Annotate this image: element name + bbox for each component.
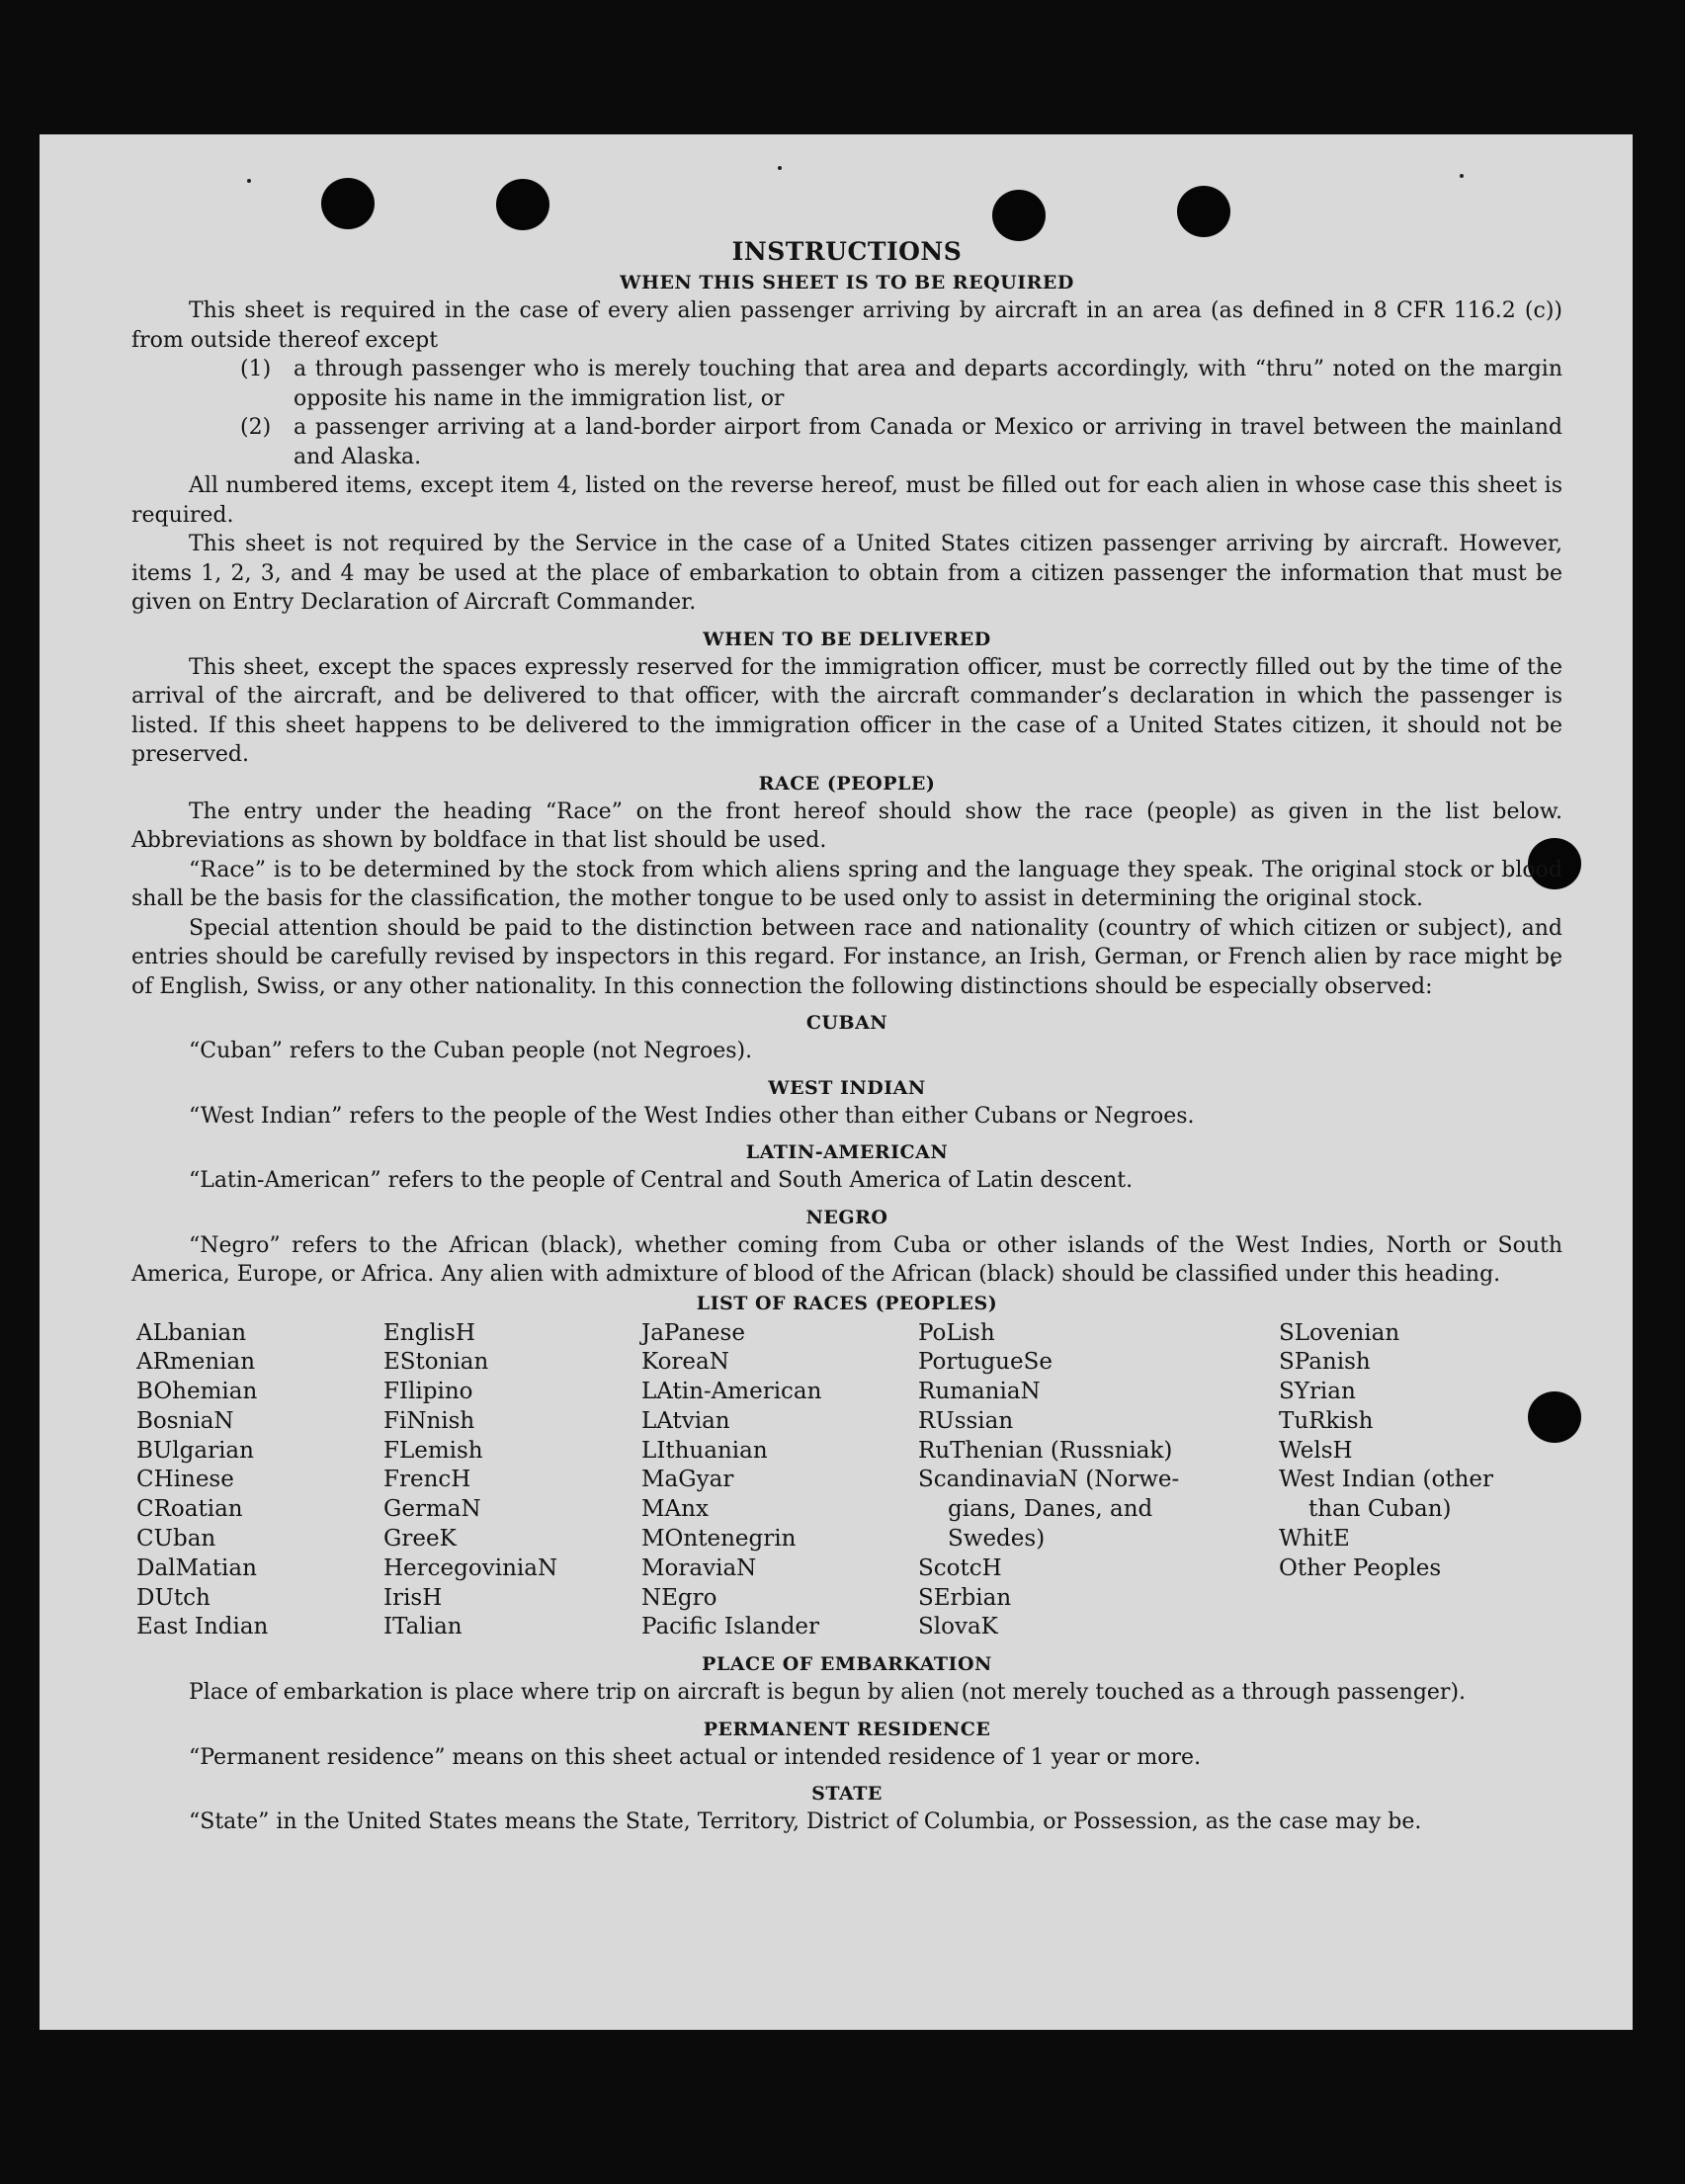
race-entry: GreeK [383, 1526, 457, 1553]
paragraph: “State” in the United States means the State, Territory, District of Columbia, or Possession, as the case may be. [189, 1809, 1422, 1835]
heading-when-required: WHEN THIS SHEET IS TO BE REQUIRED [620, 272, 1074, 294]
item-number: (1) [240, 357, 272, 381]
item-text: a passenger arriving at a land-border airport from Canada or Mexico or arriving in travel between the mainland and Alaska. [294, 415, 1562, 469]
paragraph: “Latin-American” refers to the people of Central and South America of Latin descent. [189, 1168, 1134, 1193]
race-entry: than Cuban) [1308, 1496, 1452, 1523]
race-entry: Swedes) [948, 1526, 1046, 1553]
race-entry: Other Peoples [1279, 1554, 1442, 1581]
race-entry: LIthuanian [641, 1437, 768, 1464]
race-entry: SYrian [1279, 1379, 1356, 1405]
race-entry: gians, Danes, and [948, 1496, 1153, 1523]
race-column [1279, 1319, 1556, 1643]
race-list [131, 1319, 1562, 1643]
punch-hole [496, 179, 549, 230]
race-entry: EnglisH [383, 1319, 475, 1346]
heading-place-of-embarkation: PLACE OF EMBARKATION [702, 1653, 992, 1676]
heading-state: STATE [811, 1783, 883, 1806]
race-entry: IrisH [383, 1584, 443, 1611]
speck [247, 179, 251, 183]
race-entry: BosniaN [136, 1407, 234, 1434]
race-entry: PoLish [918, 1319, 995, 1346]
paragraph: “Cuban” refers to the Cuban people (not Negroes). [189, 1039, 753, 1063]
paragraph: “Race” is to be determined by the stock from which aliens spring and the language they speak. The original stock or blood shall be the basis for the classification, the mother tongue to be used only to assist in determining the original stock. [131, 857, 1562, 911]
paragraph: This sheet is not required by the Service in the case of a United States citizen passenger arriving by aircraft. However, items 1, 2, 3, and 4 may be used at the place of embarkation to obtain from a citizen passenger the information that must be given on Entry Declaration of Aircraft Commander. [131, 532, 1562, 615]
race-entry: EStonian [383, 1349, 489, 1376]
heading-when-delivered: WHEN TO BE DELIVERED [703, 628, 991, 650]
race-entry: ITalian [383, 1614, 463, 1640]
race-entry: WhitE [1279, 1526, 1350, 1553]
paragraph: Place of embarkation is place where trip on aircraft is begun by alien (not merely touched as a through passenger). [189, 1680, 1467, 1706]
race-entry: CUban [136, 1526, 216, 1553]
item-text: a through passenger who is merely touching that area and departs accordingly, with “thru” noted on the margin opposite his name in the immigration list, or [294, 357, 1562, 411]
race-entry: DUtch [136, 1584, 211, 1611]
race-entry: SLovenian [1279, 1319, 1400, 1346]
race-entry: West Indian (other [1279, 1467, 1494, 1493]
punch-hole [321, 178, 375, 229]
race-entry: MoraviaN [641, 1554, 757, 1581]
race-entry: SlovaK [918, 1614, 998, 1640]
race-column [641, 1319, 918, 1643]
race-entry: RUssian [918, 1407, 1014, 1434]
race-entry: DalMatian [136, 1554, 257, 1581]
race-entry: Pacific Islander [641, 1614, 820, 1640]
race-entry: LAtvian [641, 1407, 730, 1434]
paragraph: The entry under the heading “Race” on the front hereof should show the race (people) as given in the list below. Abbreviations as shown by boldface in that list should be used. [131, 798, 1562, 853]
race-entry: BUlgarian [136, 1437, 254, 1464]
race-entry: LAtin-American [641, 1379, 822, 1405]
heading-west-indian: WEST INDIAN [768, 1076, 926, 1099]
race-entry: ARmenian [136, 1349, 256, 1376]
race-entry: BOhemian [136, 1379, 258, 1405]
heading-latin-american: LATIN-AMERICAN [745, 1141, 949, 1163]
race-entry: HercegoviniaN [383, 1554, 558, 1581]
speck [778, 166, 782, 170]
heading-race: RACE (PEOPLE) [758, 772, 936, 795]
race-entry: East Indian [136, 1614, 269, 1640]
paragraph: “Negro” refers to the African (black), whether coming from Cuba or other islands of the West Indies, North or South America, Europe, or Africa. Any alien with admixture of blood of the African (black) should be classified under this heading. [131, 1232, 1562, 1287]
race-entry: CRoatian [136, 1496, 243, 1523]
race-entry: FIlipino [383, 1379, 473, 1405]
race-entry: PortugueSe [918, 1349, 1053, 1376]
race-entry: SPanish [1279, 1349, 1371, 1376]
list-item [240, 413, 1562, 471]
heading-permanent-residence: PERMANENT RESIDENCE [703, 1718, 991, 1740]
race-entry: JaPanese [641, 1319, 745, 1346]
race-entry: RumaniaN [918, 1379, 1041, 1405]
paragraph: This sheet, except the spaces expressly reserved for the immigration officer, must be correctly filled out by the time of the arrival of the aircraft, and be delivered to that officer, with the aircraft commander’s declaration in which the passenger is listed. If this sheet happens to be delivered to the immigration officer in the case of a United States citizen, it should not be preserved. [131, 654, 1562, 767]
race-entry: ScandinaviaN (Norwe- [918, 1467, 1180, 1493]
race-entry: FiNnish [383, 1407, 475, 1434]
race-entry: NEgro [641, 1584, 717, 1611]
punch-hole [1177, 186, 1230, 237]
race-entry: TuRkish [1279, 1407, 1374, 1434]
heading-cuban: CUBAN [805, 1012, 888, 1034]
instructions-body [131, 235, 1562, 1837]
race-entry: FrencH [383, 1467, 471, 1493]
race-entry: MaGyar [641, 1467, 734, 1493]
race-entry: FLemish [383, 1437, 483, 1464]
list-item [240, 355, 1562, 413]
race-entry: SErbian [918, 1584, 1012, 1611]
race-column [131, 1319, 383, 1643]
paragraph: “Permanent residence” means on this sheet actual or intended residence of 1 year or more. [189, 1744, 1202, 1770]
heading-list-of-races: LIST OF RACES (PEOPLES) [696, 1292, 998, 1314]
paragraph: “West Indian” refers to the people of the West Indies other than either Cubans or Negroes. [189, 1103, 1195, 1129]
race-column [383, 1319, 641, 1643]
heading-negro: NEGRO [805, 1206, 888, 1228]
race-entry: CHinese [136, 1467, 234, 1493]
punch-hole [992, 190, 1046, 241]
race-entry: MOntenegrin [641, 1526, 797, 1553]
paragraph: Special attention should be paid to the distinction between race and nationality (country of which citizen or subject), and entries should be carefully revised by inspectors in this regard. For instance, an Irish, German, or French alien by race might be of English, Swiss, or any other nationality. In this connection the following distinctions should be especially observed: [131, 915, 1562, 999]
document-page [40, 134, 1633, 2030]
speck [1460, 174, 1464, 178]
race-column [918, 1319, 1279, 1643]
page-title: INSTRUCTIONS [731, 237, 963, 266]
item-number: (2) [240, 415, 272, 440]
race-entry: RuThenian (Russniak) [918, 1437, 1173, 1464]
race-entry: ScotcH [918, 1554, 1002, 1581]
paragraph: All numbered items, except item 4, listed on the reverse hereof, must be filled out for each alien in whose case this sheet is required. [131, 473, 1562, 528]
race-entry: WelsH [1279, 1437, 1353, 1464]
paragraph: This sheet is required in the case of every alien passenger arriving by aircraft in an area (as defined in 8 CFR 116.2 (c)) from outside thereof except [131, 298, 1562, 353]
race-entry: MAnx [641, 1496, 709, 1523]
race-entry: KoreaN [641, 1349, 729, 1376]
race-entry: GermaN [383, 1496, 481, 1523]
race-entry: ALbanian [136, 1319, 247, 1346]
